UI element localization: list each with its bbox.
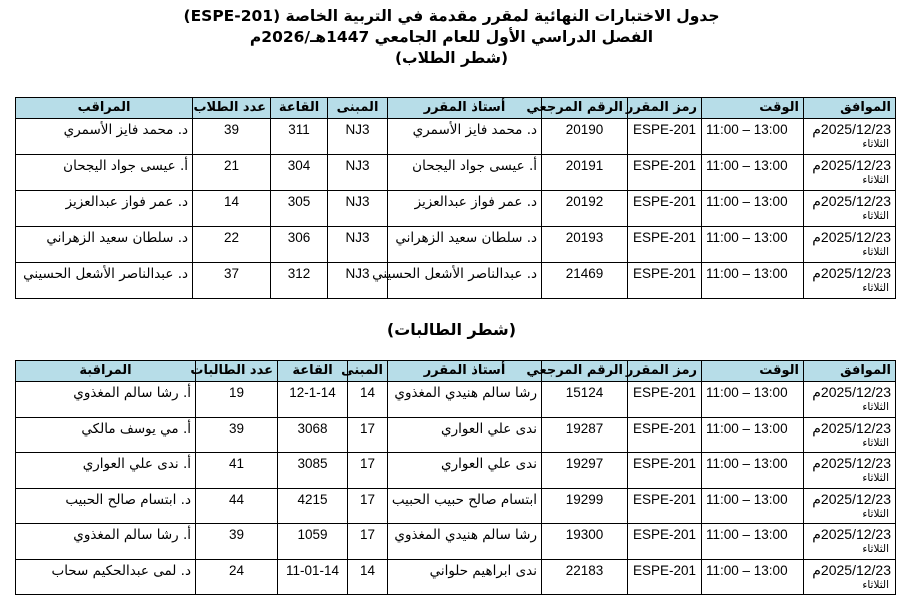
course-code-cell: ESPE-201 — [628, 382, 702, 418]
date-cell — [804, 119, 896, 155]
building-cell: NJ3 — [328, 119, 388, 155]
instructor-cell: ندى ابراهيم حلواني — [388, 559, 542, 595]
exam-day: الثلاثاء — [862, 210, 889, 222]
instructor-cell: ندى علي العواري — [388, 417, 542, 453]
exam-date: 2025/12/23م — [812, 384, 891, 400]
reference-number-cell: 19287 — [542, 417, 628, 453]
column-header: القاعة — [271, 98, 328, 119]
building-cell: NJ3 — [328, 155, 388, 191]
exam-date: 2025/12/23م — [812, 157, 891, 173]
exam-day: الثلاثاء — [862, 401, 889, 413]
table-row — [16, 263, 896, 299]
reference-number-cell: 19300 — [542, 524, 628, 560]
proctor-cell: أ. رشا سالم المغذوي — [16, 524, 196, 560]
time-cell: 11:00 – 13:00 — [702, 559, 804, 595]
table-row — [16, 453, 896, 489]
room-cell: 305 — [271, 191, 328, 227]
course-code-cell: ESPE-201 — [628, 524, 702, 560]
date-cell — [804, 524, 896, 560]
exam-day: الثلاثاء — [862, 543, 889, 555]
course-code-cell: ESPE-201 — [628, 488, 702, 524]
reference-number-cell: 19297 — [542, 453, 628, 489]
column-header: الرقم المرجعي — [542, 98, 628, 119]
proctor-cell: د. عبدالناصر الأشعل الحسيني — [16, 263, 193, 299]
exam-date: 2025/12/23م — [812, 121, 891, 137]
column-header: الرقم المرجعي — [542, 361, 628, 382]
instructor-cell: ندى علي العواري — [388, 453, 542, 489]
instructor-cell: د. محمد فايز الأسمري — [388, 119, 542, 155]
exam-date: 2025/12/23م — [812, 455, 891, 471]
column-header: الوقت — [702, 361, 804, 382]
column-header: رمز المقرر — [628, 98, 702, 119]
count-cell: 39 — [196, 417, 278, 453]
time-cell: 11:00 – 13:00 — [702, 155, 804, 191]
column-header: المراقبة — [16, 361, 196, 382]
course-code-cell: ESPE-201 — [628, 155, 702, 191]
proctor-cell: د. سلطان سعيد الزهراني — [16, 227, 193, 263]
building-cell: 17 — [348, 488, 388, 524]
column-header: أستاذ المقرر — [388, 98, 542, 119]
female-table-body — [16, 382, 896, 595]
room-cell: 306 — [271, 227, 328, 263]
building-cell: NJ3 — [328, 191, 388, 227]
exam-date: 2025/12/23م — [812, 526, 891, 542]
room-cell: 11-01-14 — [278, 559, 348, 595]
room-cell: 311 — [271, 119, 328, 155]
table-row — [16, 227, 896, 263]
time-cell: 11:00 – 13:00 — [702, 227, 804, 263]
proctor-cell: د. ابتسام صالح الحبيب — [16, 488, 196, 524]
table-row — [16, 155, 896, 191]
date-cell — [804, 155, 896, 191]
room-cell: 312 — [271, 263, 328, 299]
count-cell: 24 — [196, 559, 278, 595]
exam-day: الثلاثاء — [862, 246, 889, 258]
table-row — [16, 119, 896, 155]
semester-line: الفصل الدراسي الأول للعام الجامعي 1447هـ/2026م — [249, 28, 654, 46]
course-code-cell: ESPE-201 — [628, 453, 702, 489]
count-cell: 39 — [193, 119, 271, 155]
date-cell — [804, 488, 896, 524]
date-cell — [804, 453, 896, 489]
female-schedule-table — [15, 360, 896, 595]
course-code-cell: ESPE-201 — [628, 559, 702, 595]
reference-number-cell: 20190 — [542, 119, 628, 155]
room-cell: 3085 — [278, 453, 348, 489]
table-row — [16, 559, 896, 595]
column-header: المراقب — [16, 98, 193, 119]
students-schedule-table — [15, 97, 896, 299]
proctor-cell: د. محمد فايز الأسمري — [16, 119, 193, 155]
instructor-cell: د. عمر فواز عبدالعزيز — [388, 191, 542, 227]
date-cell — [804, 227, 896, 263]
exam-date: 2025/12/23م — [812, 490, 891, 507]
building-cell: 14 — [348, 559, 388, 595]
table-row — [16, 382, 896, 418]
reference-number-cell: 20191 — [542, 155, 628, 191]
time-cell: 11:00 – 13:00 — [702, 263, 804, 299]
room-cell: 12-1-14 — [278, 382, 348, 418]
exam-date: 2025/12/23م — [812, 265, 891, 281]
building-cell: 17 — [348, 524, 388, 560]
count-cell: 37 — [193, 263, 271, 299]
room-cell: 1059 — [278, 524, 348, 560]
exam-day: الثلاثاء — [862, 507, 889, 520]
building-cell: NJ3 — [328, 263, 388, 299]
time-cell: 11:00 – 13:00 — [702, 119, 804, 155]
room-cell: 304 — [271, 155, 328, 191]
table-header-row — [16, 98, 896, 119]
instructor-cell: أ. عيسى جواد اليجحان — [388, 155, 542, 191]
date-cell — [804, 263, 896, 299]
proctor-cell: أ. ندى علي العواري — [16, 453, 196, 489]
exam-day: الثلاثاء — [862, 472, 889, 484]
proctor-cell: د. عمر فواز عبدالعزيز — [16, 191, 193, 227]
column-header: المبنى — [348, 361, 388, 382]
exam-day: الثلاثاء — [862, 578, 889, 591]
document-title: جدول الاختبارات النهائية لمقرر مقدمة في التربية الخاصة (ESPE-201) — [183, 7, 720, 25]
reference-number-cell: 21469 — [542, 263, 628, 299]
table-row — [16, 524, 896, 560]
proctor-cell: أ. عيسى جواد اليجحان — [16, 155, 193, 191]
instructor-cell: ابتسام صالح حبيب الحبيب — [388, 488, 542, 524]
reference-number-cell: 19299 — [542, 488, 628, 524]
count-cell: 41 — [196, 453, 278, 489]
building-cell: 17 — [348, 453, 388, 489]
table-row — [16, 191, 896, 227]
instructor-cell: رشا سالم هنيدي المغذوي — [388, 382, 542, 418]
course-code-cell: ESPE-201 — [628, 227, 702, 263]
instructor-cell: د. سلطان سعيد الزهراني — [388, 227, 542, 263]
exam-day: الثلاثاء — [862, 138, 889, 150]
exam-date: 2025/12/23م — [812, 561, 891, 578]
reference-number-cell: 22183 — [542, 559, 628, 595]
table-row — [16, 488, 896, 524]
column-header: الموافق — [804, 98, 896, 119]
building-cell: 14 — [348, 382, 388, 418]
students-table-body — [16, 119, 896, 299]
table-header-row — [16, 361, 896, 382]
column-header: رمز المقرر — [628, 361, 702, 382]
proctor-cell: أ. مي يوسف مالكي — [16, 417, 196, 453]
column-header: عدد الطالبات — [196, 361, 278, 382]
count-cell: 39 — [196, 524, 278, 560]
exam-date: 2025/12/23م — [812, 229, 891, 245]
exam-date: 2025/12/23م — [812, 419, 891, 436]
column-header: أستاذ المقرر — [388, 361, 542, 382]
course-code-cell: ESPE-201 — [628, 417, 702, 453]
date-cell — [804, 382, 896, 418]
count-cell: 19 — [196, 382, 278, 418]
time-cell: 11:00 – 13:00 — [702, 453, 804, 489]
time-cell: 11:00 – 13:00 — [702, 524, 804, 560]
time-cell: 11:00 – 13:00 — [702, 417, 804, 453]
document-header — [0, 6, 903, 69]
table-row — [16, 417, 896, 453]
column-header: الوقت — [702, 98, 804, 119]
exam-day: الثلاثاء — [862, 436, 889, 449]
exam-day: الثلاثاء — [862, 174, 889, 186]
date-cell — [804, 191, 896, 227]
date-cell — [804, 417, 896, 453]
column-header: المبنى — [328, 98, 388, 119]
time-cell: 11:00 – 13:00 — [702, 191, 804, 227]
building-cell: NJ3 — [328, 227, 388, 263]
column-header: الموافق — [804, 361, 896, 382]
count-cell: 22 — [193, 227, 271, 263]
proctor-cell: أ. رشا سالم المغذوي — [16, 382, 196, 418]
time-cell: 11:00 – 13:00 — [702, 488, 804, 524]
instructor-cell: د. عبدالناصر الأشعل الحسيني — [388, 263, 542, 299]
room-cell: 3068 — [278, 417, 348, 453]
course-code-cell: ESPE-201 — [628, 191, 702, 227]
female-section-title: (شطر الطالبات) — [386, 320, 517, 339]
column-header: القاعة — [278, 361, 348, 382]
room-cell: 4215 — [278, 488, 348, 524]
exam-day: الثلاثاء — [862, 282, 889, 294]
building-cell: 17 — [348, 417, 388, 453]
reference-number-cell: 20192 — [542, 191, 628, 227]
exam-date: 2025/12/23م — [812, 193, 891, 209]
course-code-cell: ESPE-201 — [628, 119, 702, 155]
column-header: عدد الطلاب — [193, 98, 271, 119]
date-cell — [804, 559, 896, 595]
count-cell: 14 — [193, 191, 271, 227]
count-cell: 21 — [193, 155, 271, 191]
proctor-cell: د. لمى عبدالحكيم سحاب — [16, 559, 196, 595]
course-code-cell: ESPE-201 — [628, 263, 702, 299]
instructor-cell: رشا سالم هنيدي المغذوي — [388, 524, 542, 560]
male-section-title: (شطر الطلاب) — [394, 49, 509, 67]
reference-number-cell: 15124 — [542, 382, 628, 418]
reference-number-cell: 20193 — [542, 227, 628, 263]
count-cell: 44 — [196, 488, 278, 524]
time-cell: 11:00 – 13:00 — [702, 382, 804, 418]
